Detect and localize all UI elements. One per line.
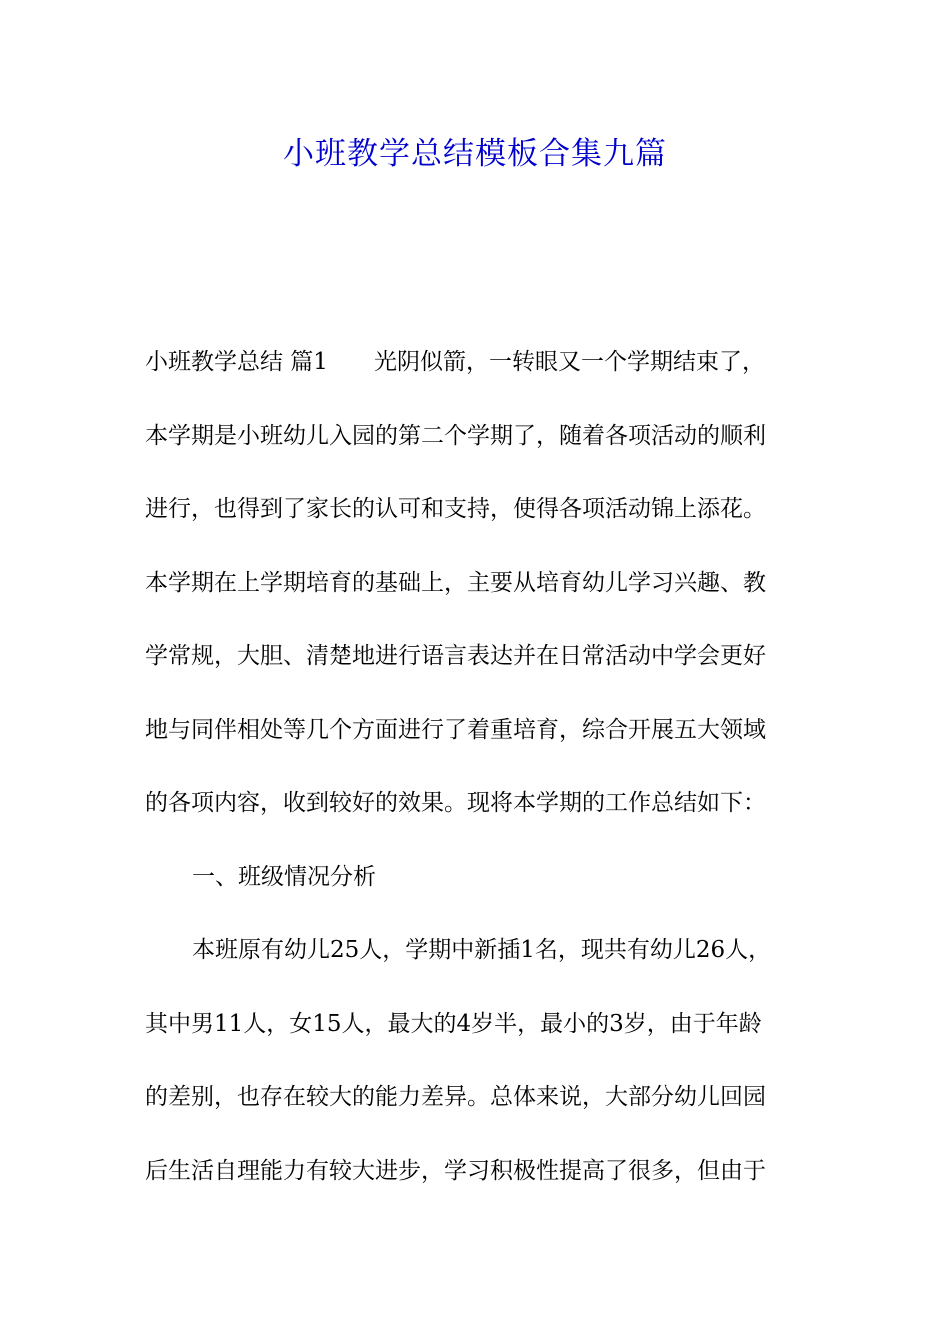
paragraph-line: 后生活自理能力有较大进步，学习积极性提高了很多，但由于 (145, 1157, 766, 1184)
document-body (145, 340, 815, 1222)
paragraph-line: 本学期是小班幼儿入园的第二个学期了，随着各项活动的顺利 (145, 422, 766, 449)
document-title: 小班教学总结模板合集九篇 (283, 136, 667, 172)
section-heading: 一、班级情况分析 (192, 863, 376, 890)
paragraph-line: 本班原有幼儿25人，学期中新插1名，现共有幼儿26人， (192, 937, 772, 963)
paragraph-line: 学常规，大胆、清楚地进行语言表达并在日常活动中学会更好 (145, 643, 766, 669)
paragraph-line: 的各项内容，收到较好的效果。现将本学期的工作总结如下： (145, 790, 766, 816)
paragraph-line: 地与同伴相处等几个方面进行了着重培育，综合开展五大领域 (145, 716, 766, 743)
paragraph-line: 其中男11人，女15人，最大的4岁半，最小的3岁，由于年龄 (145, 1010, 762, 1037)
paragraph-line (145, 340, 815, 414)
section-label: 小班教学总结 篇1 (145, 349, 328, 375)
paragraph-text: 光阴似箭，一转眼又一个学期结束了， (373, 349, 765, 375)
paragraph-line: 的差别，也存在较大的能力差异。总体来说，大部分幼儿回园 (145, 1084, 766, 1110)
paragraph-line: 本学期在上学期培育的基础上，主要从培育幼儿学习兴趣、教 (145, 569, 766, 596)
paragraph-line: 进行，也得到了家长的认可和支持，使得各项活动锦上添花。 (145, 496, 766, 522)
